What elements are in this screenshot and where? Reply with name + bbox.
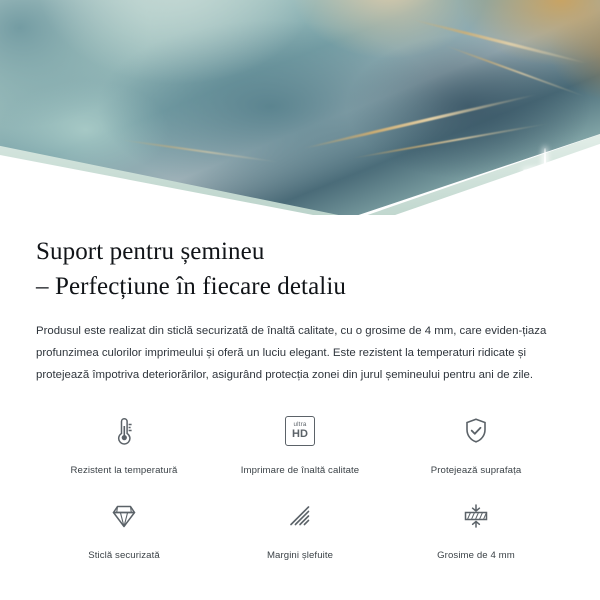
feature-temperature-resistant (36, 409, 212, 476)
feature-label: Grosime de 4 mm (437, 549, 515, 561)
description-paragraph: Produsul este realizat din sticlă securizată de înaltă calitate, cu o grosime de 4 mm, care eviden-țiaza profunzimea culorilor imprimeului și oferă un luciu elegant. Este rezistent la temperaturi ridicate și protejează împotriva deteriorărilor, asigurând protecția zonei din jurul șemineului pentru ani de zile. (36, 325, 547, 381)
feature-label: Protejează suprafața (430, 464, 522, 476)
feature-polished-edges (212, 494, 388, 561)
polished-edges-icon (276, 494, 324, 538)
feature-label: Imprimare de înaltă calitate (240, 464, 360, 476)
feature-label: Rezistent la temperatură (70, 464, 178, 476)
ultra-hd-badge-top: ultra (293, 420, 307, 428)
content-area (0, 215, 600, 561)
feature-label: Margini șlefuite (266, 549, 334, 561)
diamond-icon (100, 494, 148, 538)
sparkle-icon (556, 176, 582, 202)
ultra-hd-badge-bottom: HD (292, 427, 308, 440)
feature-print-quality (212, 409, 388, 476)
feature-tempered-glass (36, 494, 212, 561)
sparkle-icon (505, 182, 521, 198)
ultra-hd-icon (276, 409, 324, 453)
title-line-1: Suport pentru șemineu (36, 238, 265, 265)
feature-surface-protection (388, 409, 564, 476)
thermometer-icon (100, 409, 148, 453)
feature-label: Sticlă securizată (88, 549, 160, 561)
title-line-2: – Perfecțiune în fiecare detaliu (36, 272, 346, 300)
feature-thickness (388, 494, 564, 561)
thickness-icon (452, 494, 500, 538)
marble-glass-panel (0, 0, 600, 215)
page-title (36, 235, 564, 304)
shield-check-icon (452, 409, 500, 453)
feature-grid (36, 409, 564, 561)
hero-product-image (0, 0, 600, 215)
